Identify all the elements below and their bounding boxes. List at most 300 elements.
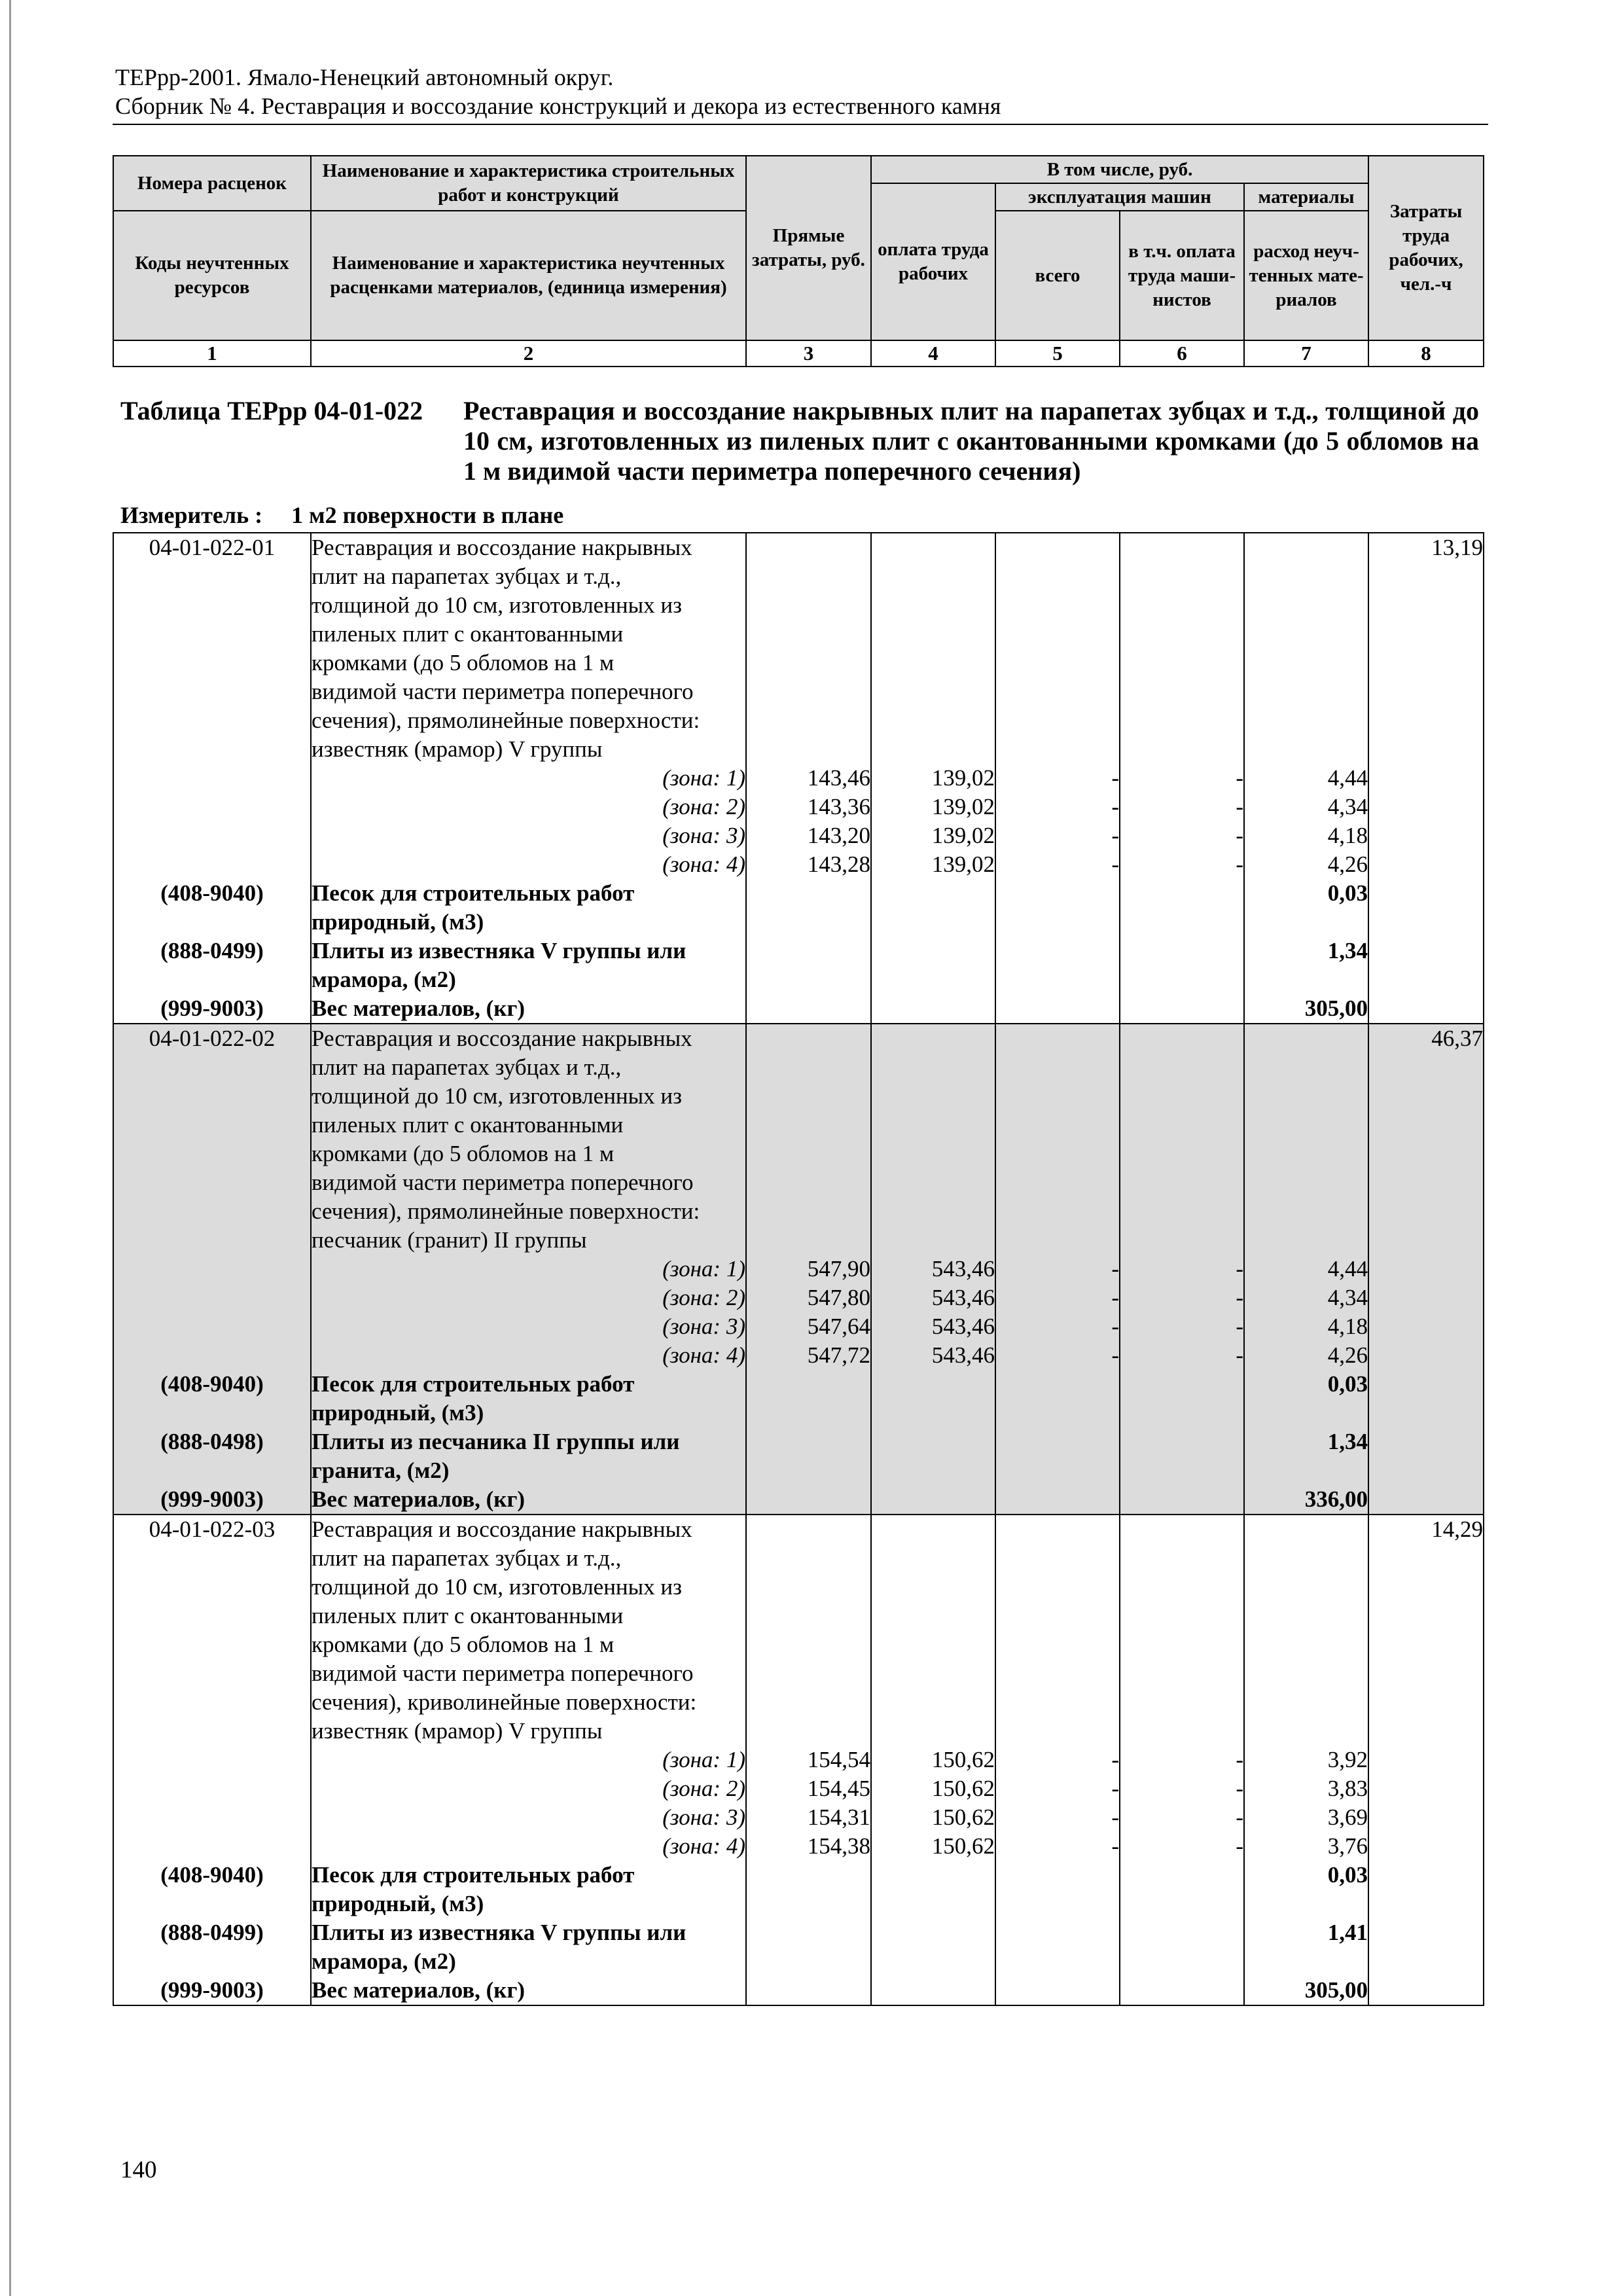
empty-cell: [871, 735, 995, 764]
empty-cell: [113, 1111, 311, 1139]
col-number: 1: [113, 340, 311, 367]
empty-cell: [113, 591, 311, 620]
materials-cost: 4,34: [1244, 793, 1368, 821]
empty-cell: [113, 1602, 311, 1630]
machinist-wages: -: [1120, 1832, 1244, 1861]
empty-cell: [1120, 879, 1244, 908]
empty-cell: [871, 620, 995, 649]
empty-cell: [1244, 1947, 1368, 1976]
empty-cell: [1368, 1111, 1484, 1139]
empty-cell: [995, 1544, 1120, 1573]
zone-label: (зона: 3): [311, 821, 746, 850]
empty-cell: [113, 649, 311, 677]
empty-cell: [1120, 735, 1244, 764]
resource-name-line: природный, (м3): [311, 908, 746, 937]
empty-cell: [1244, 1226, 1368, 1255]
empty-cell: [1368, 1053, 1484, 1082]
empty-cell: [746, 1485, 871, 1515]
resource-consumption: 1,34: [1244, 1427, 1368, 1456]
col-8-header: Затраты труда рабочих, чел.-ч: [1368, 156, 1484, 340]
materials-cost: 3,76: [1244, 1832, 1368, 1861]
rate-description-line: сечения), прямолинейные поверхности:: [311, 1197, 746, 1226]
page-number: 140: [120, 2157, 157, 2183]
empty-cell: [113, 850, 311, 879]
empty-cell: [1120, 937, 1244, 965]
empty-cell: [871, 1918, 995, 1947]
labor-cost: 13,19: [1368, 533, 1484, 562]
incl-header: В том числе, руб.: [871, 156, 1368, 183]
direct-cost: 143,36: [746, 793, 871, 821]
machine-total: -: [995, 764, 1120, 793]
resource-code: (408-9040): [113, 879, 311, 908]
empty-cell: [871, 1947, 995, 1976]
empty-cell: [995, 1947, 1120, 1976]
resource-row: [113, 879, 1484, 908]
machinist-wages: -: [1120, 1312, 1244, 1341]
empty-cell: [1244, 591, 1368, 620]
empty-cell: [995, 1602, 1120, 1630]
empty-cell: [746, 591, 871, 620]
empty-cell: [871, 1630, 995, 1659]
resource-name-line: Плиты из песчаника II группы или: [311, 1427, 746, 1456]
rate-description-line: Реставрация и воссоздание накрывных: [311, 1024, 746, 1053]
empty-cell: [995, 1399, 1120, 1427]
running-header: [115, 63, 1484, 120]
machinist-wages: -: [1120, 821, 1244, 850]
empty-cell: [113, 620, 311, 649]
empty-cell: [113, 1573, 311, 1602]
worker-wages: 150,62: [871, 1774, 995, 1803]
empty-cell: [746, 1024, 871, 1053]
machine-total: -: [995, 1746, 1120, 1774]
empty-cell: [1120, 706, 1244, 735]
empty-cell: [113, 706, 311, 735]
empty-cell: [1368, 591, 1484, 620]
machinist-wages: -: [1120, 1255, 1244, 1283]
empty-cell: [995, 1890, 1120, 1918]
rate-description-row: [113, 1197, 1484, 1226]
rate-description-line: известняк (мрамор) V группы: [311, 1717, 746, 1746]
empty-cell: [1120, 649, 1244, 677]
materials-cost: 4,18: [1244, 821, 1368, 850]
empty-cell: [1244, 1024, 1368, 1053]
empty-cell: [1120, 1717, 1244, 1746]
empty-cell: [1368, 1341, 1484, 1370]
empty-cell: [995, 1197, 1120, 1226]
empty-cell: [746, 1168, 871, 1197]
zone-row: [113, 821, 1484, 850]
empty-cell: [746, 965, 871, 994]
empty-cell: [1120, 1168, 1244, 1197]
rate-description-row: [113, 1544, 1484, 1573]
materials-cost: 3,83: [1244, 1774, 1368, 1803]
rates-body: [113, 533, 1484, 2005]
machinist-wages: -: [1120, 764, 1244, 793]
empty-cell: [746, 1197, 871, 1226]
resource-code: (999-9003): [113, 1976, 311, 2005]
empty-cell: [1120, 1947, 1244, 1976]
empty-cell: [995, 1053, 1120, 1082]
empty-cell: [871, 1515, 995, 1544]
empty-cell: [746, 620, 871, 649]
empty-cell: [113, 1312, 311, 1341]
empty-cell: [871, 1688, 995, 1717]
resource-row: [113, 1427, 1484, 1456]
resource-code: (888-0499): [113, 1918, 311, 1947]
empty-cell: [113, 1544, 311, 1573]
rate-description-line: плит на парапетах зубцах и т.д.,: [311, 1053, 746, 1082]
rate-description-line: плит на парапетах зубцах и т.д.,: [311, 562, 746, 591]
empty-cell: [871, 1370, 995, 1399]
machine-total: -: [995, 1774, 1120, 1803]
empty-cell: [113, 1341, 311, 1370]
empty-cell: [1120, 533, 1244, 562]
empty-cell: [1368, 1139, 1484, 1168]
zone-row: [113, 1341, 1484, 1370]
rate-description-row: [113, 591, 1484, 620]
rate-description-line: кромками (до 5 обломов на 1 м: [311, 649, 746, 677]
empty-cell: [113, 793, 311, 821]
materials-cost: 4,44: [1244, 1255, 1368, 1283]
empty-cell: [113, 1774, 311, 1803]
empty-cell: [1368, 1312, 1484, 1341]
zone-label: (зона: 1): [311, 1255, 746, 1283]
empty-cell: [1244, 1630, 1368, 1659]
empty-cell: [995, 1168, 1120, 1197]
empty-cell: [1120, 1197, 1244, 1226]
empty-cell: [746, 706, 871, 735]
worker-wages: 543,46: [871, 1255, 995, 1283]
empty-cell: [995, 1515, 1120, 1544]
empty-cell: [113, 1082, 311, 1111]
empty-cell: [746, 562, 871, 591]
col-number: 8: [1368, 340, 1484, 367]
empty-cell: [995, 908, 1120, 937]
direct-cost: 154,54: [746, 1746, 871, 1774]
measure-value: 1 м2 поверхности в плане: [291, 502, 564, 528]
empty-cell: [1244, 1573, 1368, 1602]
empty-cell: [995, 1976, 1120, 2005]
empty-cell: [995, 879, 1120, 908]
empty-cell: [1244, 1139, 1368, 1168]
direct-cost: 143,46: [746, 764, 871, 793]
empty-cell: [113, 1399, 311, 1427]
resource-row: [113, 1399, 1484, 1427]
empty-cell: [1244, 620, 1368, 649]
col-number: 2: [311, 340, 746, 367]
empty-cell: [1120, 1485, 1244, 1515]
rate-description-row: [113, 1053, 1484, 1082]
resource-name-line: Песок для строительных работ: [311, 1861, 746, 1890]
empty-cell: [1244, 1168, 1368, 1197]
empty-cell: [1120, 1456, 1244, 1485]
direct-cost: 154,31: [746, 1803, 871, 1832]
resource-row: [113, 1485, 1484, 1515]
resource-name-line: мрамора, (м2): [311, 965, 746, 994]
empty-cell: [746, 1139, 871, 1168]
measure-unit: [120, 502, 563, 528]
col-number: 4: [871, 340, 995, 367]
resource-row: [113, 1976, 1484, 2005]
direct-cost: 547,90: [746, 1255, 871, 1283]
machine-total: -: [995, 1341, 1120, 1370]
rate-description-line: сечения), прямолинейные поверхности:: [311, 706, 746, 735]
worker-wages: 150,62: [871, 1832, 995, 1861]
rate-description-row: [113, 1226, 1484, 1255]
worker-wages: 150,62: [871, 1803, 995, 1832]
col-3-header: Прямые затраты, руб.: [746, 156, 871, 340]
empty-cell: [995, 1630, 1120, 1659]
resource-name-line: Плиты из известняка V группы или: [311, 1918, 746, 1947]
empty-cell: [995, 591, 1120, 620]
empty-cell: [1120, 1688, 1244, 1717]
empty-cell: [1368, 1832, 1484, 1861]
empty-cell: [871, 1485, 995, 1515]
rate-description-row: [113, 1139, 1484, 1168]
empty-cell: [871, 533, 995, 562]
resource-row: [113, 937, 1484, 965]
empty-cell: [746, 1630, 871, 1659]
page-edge-line: [9, 0, 11, 2296]
empty-cell: [1368, 1803, 1484, 1832]
empty-cell: [746, 1602, 871, 1630]
direct-cost: 547,72: [746, 1341, 871, 1370]
empty-cell: [1120, 677, 1244, 706]
empty-cell: [1368, 1082, 1484, 1111]
zone-label: (зона: 4): [311, 1832, 746, 1861]
resource-code: (888-0499): [113, 937, 311, 965]
empty-cell: [113, 1456, 311, 1485]
rate-description-row: [113, 1168, 1484, 1197]
empty-cell: [1368, 1544, 1484, 1573]
empty-cell: [1244, 1053, 1368, 1082]
zone-label: (зона: 3): [311, 1312, 746, 1341]
empty-cell: [1368, 1688, 1484, 1717]
empty-cell: [113, 1717, 311, 1746]
col-number: 7: [1244, 340, 1368, 367]
empty-cell: [871, 649, 995, 677]
resource-consumption: 305,00: [1244, 1976, 1368, 2005]
empty-cell: [113, 1226, 311, 1255]
empty-cell: [995, 1370, 1120, 1399]
empty-cell: [113, 965, 311, 994]
rate-description-line: пиленых плит с окантованными: [311, 1602, 746, 1630]
empty-cell: [746, 1861, 871, 1890]
resource-name-line: гранита, (м2): [311, 1456, 746, 1485]
zone-row: [113, 1774, 1484, 1803]
measure-label: Измеритель :: [120, 502, 263, 528]
zone-row: [113, 793, 1484, 821]
machinist-wages: -: [1120, 1774, 1244, 1803]
zone-row: [113, 1832, 1484, 1861]
resource-row: [113, 1370, 1484, 1399]
empty-cell: [1244, 965, 1368, 994]
empty-cell: [871, 1197, 995, 1226]
col-6-header: в т.ч. оплата труда маши-нистов: [1120, 211, 1244, 340]
worker-wages: 543,46: [871, 1283, 995, 1312]
empty-cell: [1368, 1283, 1484, 1312]
empty-cell: [1244, 908, 1368, 937]
empty-cell: [1368, 1659, 1484, 1688]
empty-cell: [113, 1630, 311, 1659]
resource-name-line: Вес материалов, (кг): [311, 1485, 746, 1515]
empty-cell: [1120, 620, 1244, 649]
direct-cost: 547,64: [746, 1312, 871, 1341]
machine-total: -: [995, 793, 1120, 821]
empty-cell: [1120, 965, 1244, 994]
empty-cell: [871, 562, 995, 591]
empty-cell: [871, 1659, 995, 1688]
empty-cell: [1368, 1861, 1484, 1890]
col-number: 6: [1120, 340, 1244, 367]
empty-cell: [1368, 1197, 1484, 1226]
empty-cell: [995, 533, 1120, 562]
rate-description-row: [113, 706, 1484, 735]
empty-cell: [871, 1573, 995, 1602]
empty-cell: [1120, 1602, 1244, 1630]
empty-cell: [1368, 1890, 1484, 1918]
empty-cell: [1368, 1918, 1484, 1947]
empty-cell: [1368, 764, 1484, 793]
resource-row: [113, 1918, 1484, 1947]
worker-wages: 139,02: [871, 821, 995, 850]
empty-cell: [746, 908, 871, 937]
empty-cell: [871, 1890, 995, 1918]
empty-cell: [746, 1717, 871, 1746]
empty-cell: [1120, 1630, 1244, 1659]
col-number: 3: [746, 340, 871, 367]
empty-cell: [746, 735, 871, 764]
rate-description-line: видимой части периметра поперечного: [311, 1659, 746, 1688]
rate-description-row: [113, 620, 1484, 649]
empty-cell: [995, 1111, 1120, 1139]
empty-cell: [995, 1456, 1120, 1485]
resource-row: [113, 1890, 1484, 1918]
empty-cell: [1244, 1082, 1368, 1111]
machine-total: -: [995, 1283, 1120, 1312]
rate-code: 04-01-022-02: [113, 1024, 311, 1053]
empty-cell: [113, 1659, 311, 1688]
empty-cell: [1120, 1111, 1244, 1139]
empty-cell: [1368, 1427, 1484, 1456]
zone-label: (зона: 1): [311, 1746, 746, 1774]
empty-cell: [871, 1456, 995, 1485]
rate-description-row: [113, 1688, 1484, 1717]
materials-cost: 4,26: [1244, 850, 1368, 879]
empty-cell: [995, 735, 1120, 764]
empty-cell: [995, 965, 1120, 994]
col-2-bottom-header: Наименование и характеристика неучтенных расценками материалов, (единица измерения): [311, 211, 746, 340]
empty-cell: [1368, 620, 1484, 649]
rate-description-line: Реставрация и воссоздание накрывных: [311, 533, 746, 562]
empty-cell: [871, 1861, 995, 1890]
empty-cell: [1368, 1947, 1484, 1976]
empty-cell: [995, 562, 1120, 591]
direct-cost: 143,20: [746, 821, 871, 850]
worker-wages: 543,46: [871, 1312, 995, 1341]
zone-label: (зона: 3): [311, 1803, 746, 1832]
resource-row: [113, 1947, 1484, 1976]
worker-wages: 139,02: [871, 793, 995, 821]
col-number: 5: [995, 340, 1120, 367]
empty-cell: [1120, 1918, 1244, 1947]
col-7-header: расход неуч-тенных мате-риалов: [1244, 211, 1368, 340]
empty-cell: [113, 677, 311, 706]
machinist-wages: -: [1120, 793, 1244, 821]
empty-cell: [113, 1139, 311, 1168]
empty-cell: [1368, 1630, 1484, 1659]
empty-cell: [1120, 1659, 1244, 1688]
empty-cell: [746, 1226, 871, 1255]
machinist-wages: -: [1120, 850, 1244, 879]
empty-cell: [1244, 706, 1368, 735]
empty-cell: [746, 1890, 871, 1918]
empty-cell: [871, 1111, 995, 1139]
empty-cell: [1244, 1659, 1368, 1688]
rates-table: [113, 532, 1484, 2006]
empty-cell: [1244, 1890, 1368, 1918]
empty-cell: [995, 1717, 1120, 1746]
direct-cost: 547,80: [746, 1283, 871, 1312]
empty-cell: [746, 1659, 871, 1688]
empty-cell: [113, 1947, 311, 1976]
col-2-top-header: Наименование и характеристика строительных работ и конструкций: [311, 156, 746, 211]
empty-cell: [1368, 649, 1484, 677]
empty-cell: [746, 677, 871, 706]
col-1-top-header: Номера расценок: [113, 156, 311, 211]
header-line-2: Сборник № 4. Реставрация и воссоздание конструкций и декора из естественного камня: [115, 93, 1001, 119]
empty-cell: [1120, 994, 1244, 1024]
machine-total: -: [995, 1255, 1120, 1283]
empty-cell: [871, 1427, 995, 1456]
resource-consumption: 0,03: [1244, 1861, 1368, 1890]
machinist-wages: -: [1120, 1283, 1244, 1312]
empty-cell: [995, 1485, 1120, 1515]
rate-description-line: известняк (мрамор) V группы: [311, 735, 746, 764]
empty-cell: [1120, 1399, 1244, 1427]
resource-consumption: 305,00: [1244, 994, 1368, 1024]
empty-cell: [1368, 1774, 1484, 1803]
resource-code: (999-9003): [113, 994, 311, 1024]
empty-cell: [113, 562, 311, 591]
rate-description-row: [113, 649, 1484, 677]
col-4-header: оплата труда рабочих: [871, 183, 995, 340]
empty-cell: [871, 1226, 995, 1255]
header-line-1: ТЕРрр-2001. Ямало-Ненецкий автономный округ.: [115, 64, 614, 90]
rate-description-row: [113, 735, 1484, 764]
empty-cell: [871, 1544, 995, 1573]
empty-cell: [995, 620, 1120, 649]
column-header-table: [113, 155, 1484, 367]
empty-cell: [871, 965, 995, 994]
empty-cell: [871, 1082, 995, 1111]
empty-cell: [871, 879, 995, 908]
rate-description-line: кромками (до 5 обломов на 1 м: [311, 1139, 746, 1168]
rate-description-row: [113, 1602, 1484, 1630]
empty-cell: [1368, 1168, 1484, 1197]
direct-cost: 154,45: [746, 1774, 871, 1803]
rate-description-line: сечения), криволинейные поверхности:: [311, 1688, 746, 1717]
resource-consumption: 1,41: [1244, 1918, 1368, 1947]
rate-description-line: песчаник (гранит) II группы: [311, 1226, 746, 1255]
empty-cell: [746, 1456, 871, 1485]
empty-cell: [1120, 1053, 1244, 1082]
empty-cell: [871, 1024, 995, 1053]
empty-cell: [995, 994, 1120, 1024]
rate-description-row: [113, 1082, 1484, 1111]
empty-cell: [113, 764, 311, 793]
empty-cell: [871, 994, 995, 1024]
